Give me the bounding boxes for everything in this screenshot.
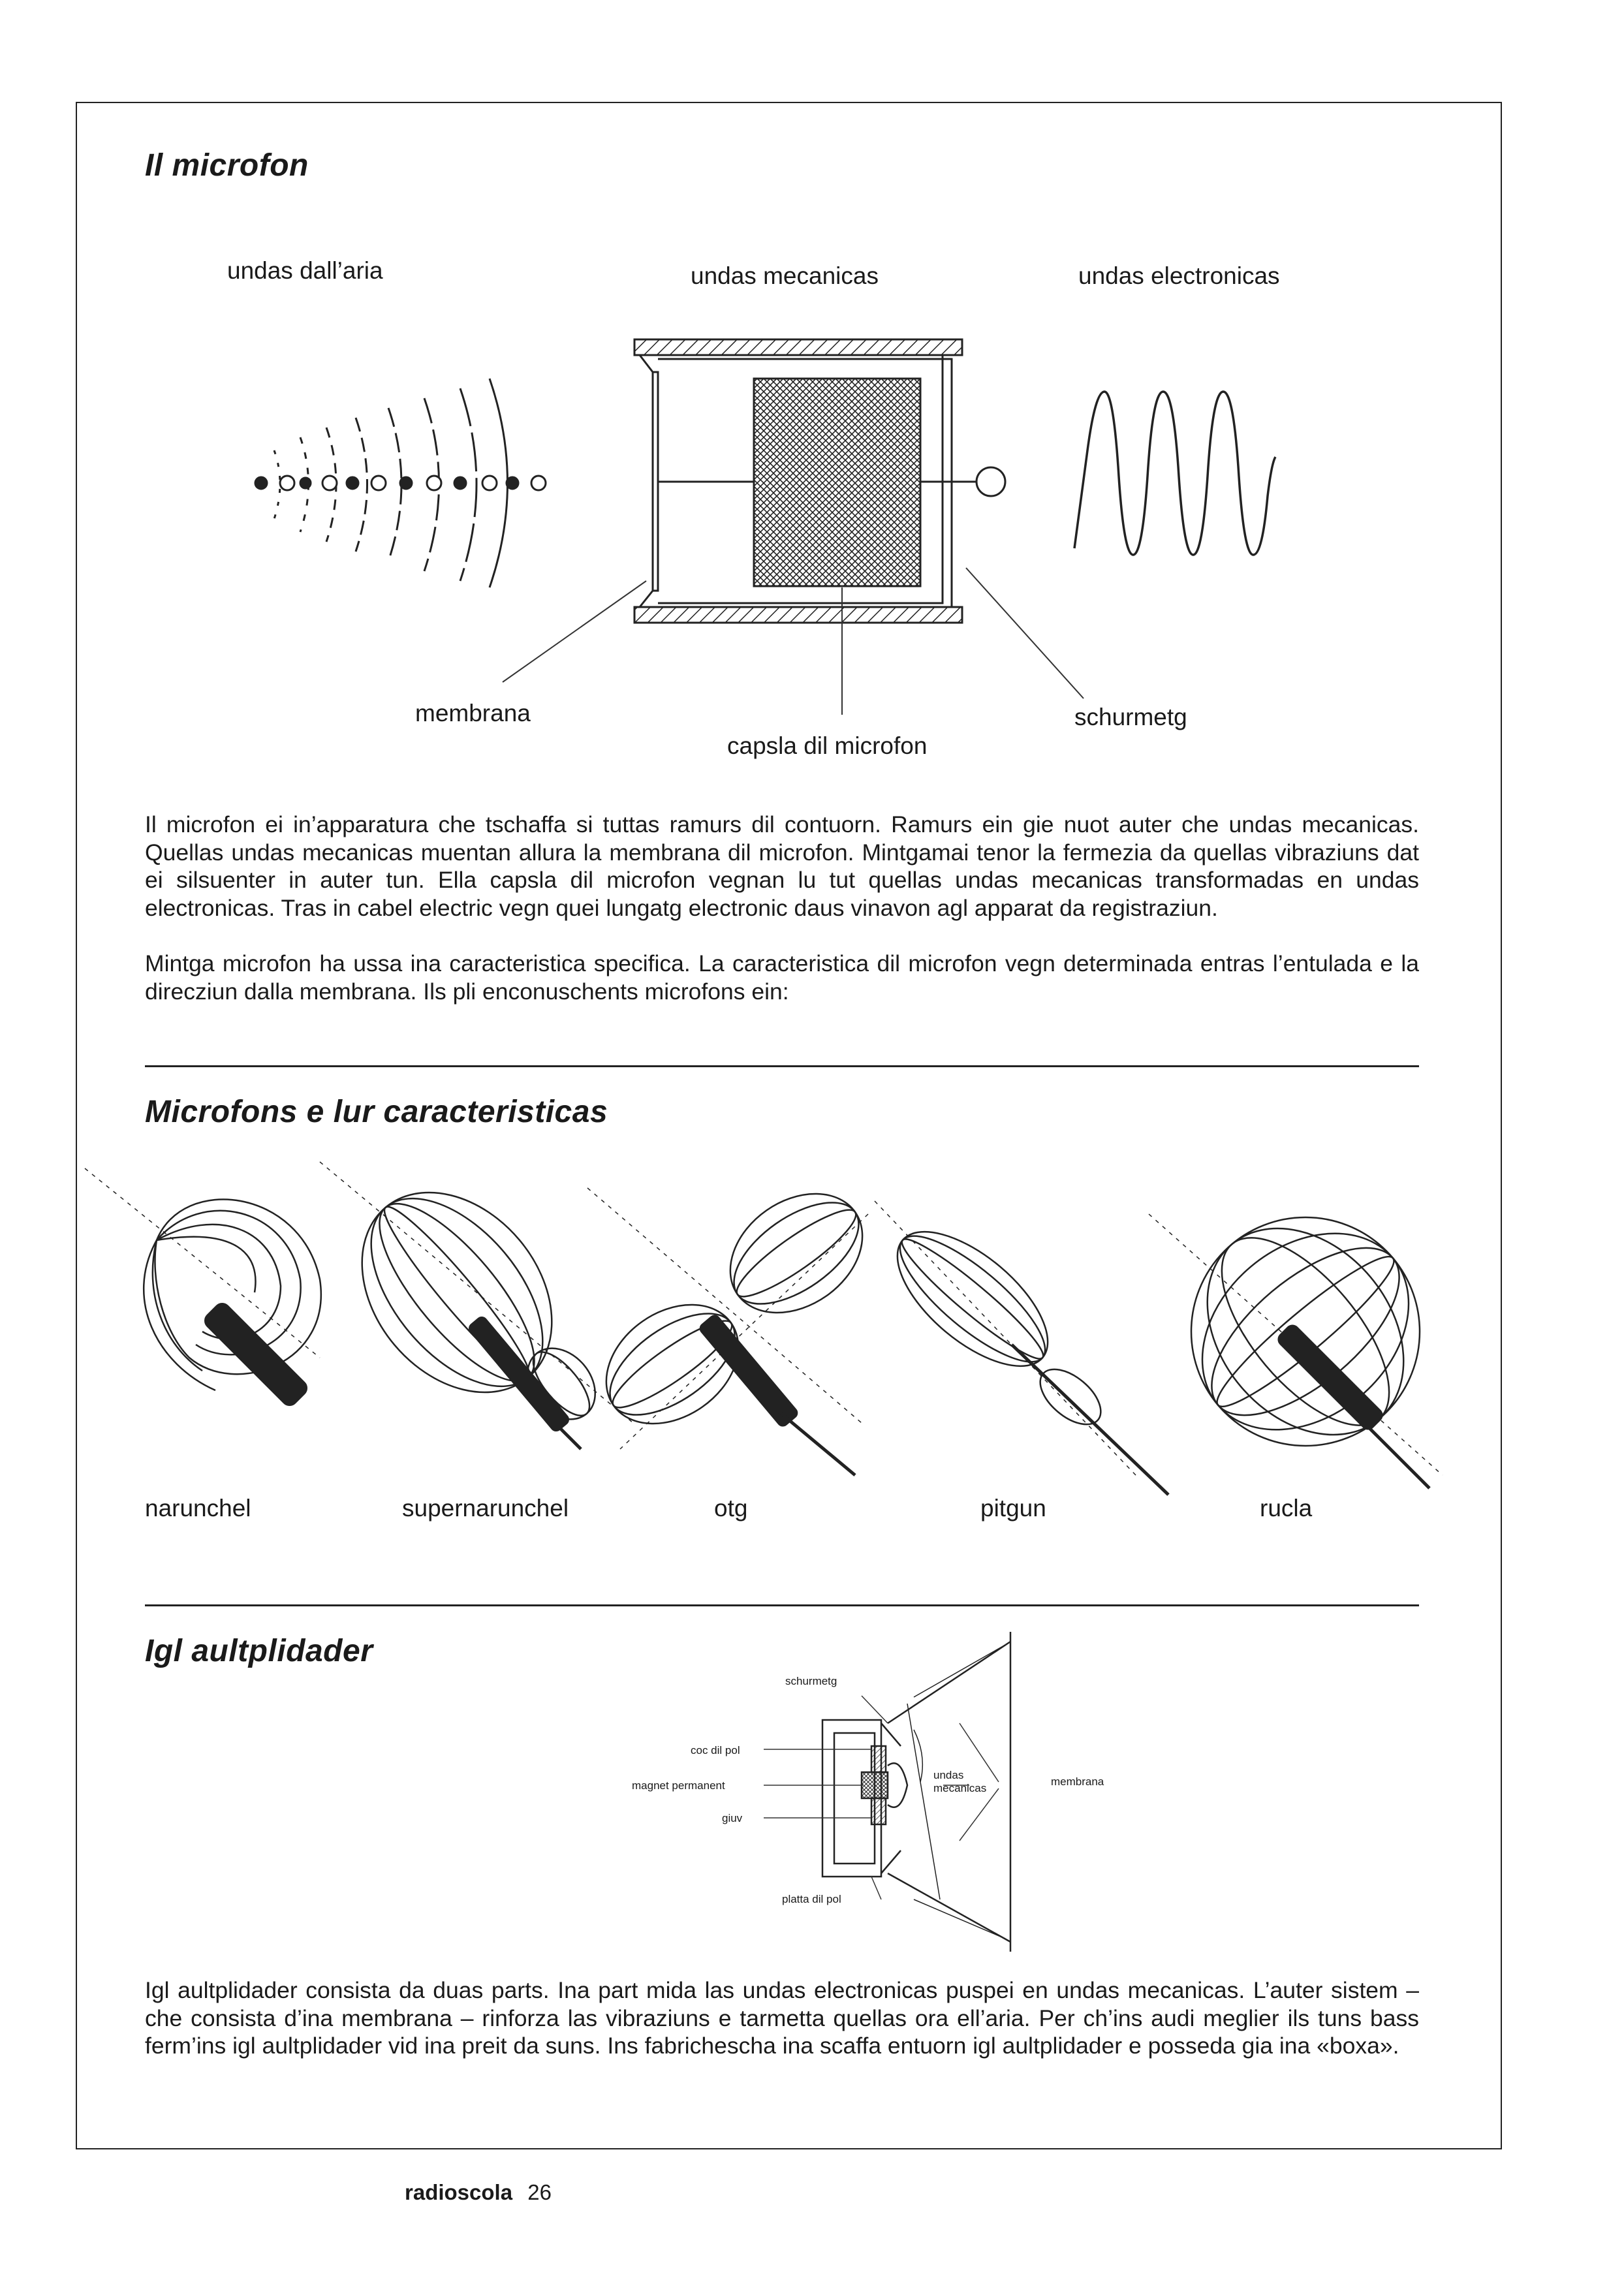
label-mechanical-waves-2: mecanicas	[933, 1782, 987, 1794]
paragraph-loudspeaker: Igl aultplidader consista da duas parts. Ina part mida las undas electronicas puspei en undas mecanicas. L’auter sistem – che consista d’ina membrana – rinforza las vibraziuns e tarmetta quellas ora ell’aria. Per ch’ins audi meglier ils tuns bass ferm’ins igl aultplidader vid ina preit da suns. Ins fabrichescha ina scaffa entuorn igl aultplidader e posseda gia ina «boxa».	[145, 1977, 1419, 2059]
footer-publication: radioscola	[405, 2180, 513, 2204]
air-waves-diagram	[235, 372, 574, 594]
polar-pattern-narunchel	[85, 1168, 321, 1409]
label-pole-plate: platta dil pol	[782, 1893, 841, 1905]
label-membrane: membrana	[415, 700, 531, 726]
section-divider-1	[145, 1065, 1419, 1067]
paragraph-microfon-2: Mintga microfon ha ussa ina caracteristica specifica. La caracteristica dil microfon vegn determinada entras l’entulada e la direcziun dalla membrana. Ils pli enconuschents microfons ein:	[145, 950, 1419, 1005]
label-permanent-magnet: magnet permanent	[632, 1779, 725, 1792]
loudspeaker-diagram	[809, 1625, 1025, 1958]
section-title-characteristics: Microfons e lur caracteristicas	[145, 1095, 608, 1129]
microphone-capsule-diagram	[627, 333, 1031, 718]
label-yoke: giuv	[722, 1812, 743, 1824]
section-divider-2	[145, 1604, 1419, 1606]
polar-pattern-pitgun	[875, 1201, 1168, 1495]
label-narunchel: narunchel	[145, 1495, 251, 1522]
label-electronic-waves: undas electronicas	[1078, 262, 1280, 289]
label-air-waves: undas dall’aria	[227, 257, 383, 284]
polar-pattern-supernarunchel	[320, 1155, 633, 1449]
label-mechanical-waves-1: undas	[933, 1769, 964, 1781]
section-title-microfon: Il microfon	[145, 148, 309, 183]
label-shield: schurmetg	[1074, 704, 1187, 730]
label-otg: otg	[714, 1495, 748, 1522]
section-title-loudspeaker: Igl aultplidader	[145, 1634, 373, 1668]
polar-pattern-rucla	[1149, 1189, 1448, 1488]
label-capsule: capsla dil microfon	[727, 732, 928, 759]
footer-page-number: 26	[527, 2180, 552, 2204]
polar-pattern-otg	[584, 1169, 885, 1475]
paragraph-microfon-1: Il microfon ei in’apparatura che tschaffa si tuttas ramurs dil contuorn. Ramurs ein gie nuot auter che undas mecanicas. Quellas undas mecanicas muentan allura la membrana dil microfon. Mintgamai tenor la fermezia da quellas vibraziuns dat ei silsuenter in auter tun. Ella capsla dil microfon vegnan lu tut quellas undas mecanicas transformadas en undas electronicas. Tras in cabel electric vegn quei lungatg electronic daus vinavon agl apparat da registraziun.	[145, 811, 1419, 921]
label-ls-shield: schurmetg	[785, 1675, 837, 1687]
label-pole-piece: coc dil pol	[691, 1744, 740, 1756]
label-ls-membrane: membrana	[1051, 1775, 1104, 1788]
label-mechanical-waves: undas mecanicas	[691, 262, 879, 289]
label-supernarunchel: supernarunchel	[402, 1495, 569, 1522]
electronic-waves-diagram	[1068, 398, 1290, 568]
polar-patterns-illustration	[85, 1149, 1534, 1501]
footer	[405, 2180, 552, 2205]
label-rucla: rucla	[1260, 1495, 1313, 1522]
label-pitgun: pitgun	[980, 1495, 1046, 1522]
